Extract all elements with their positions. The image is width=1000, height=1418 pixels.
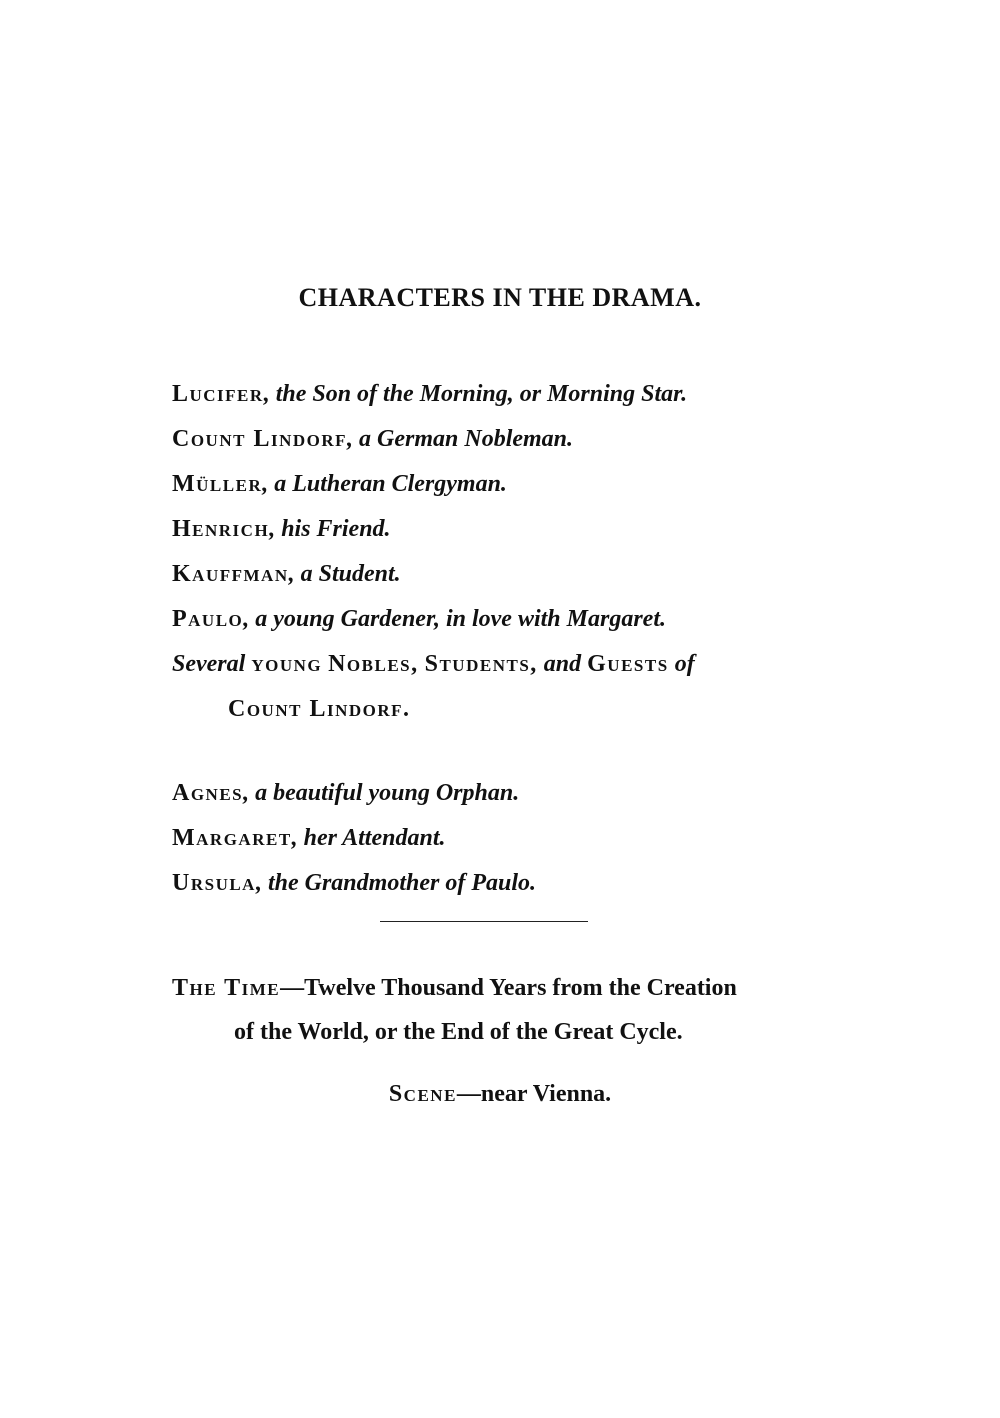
several-nobles: Nobles, xyxy=(328,651,419,677)
cast-entry-continuation xyxy=(172,687,872,732)
character-name: Agnes xyxy=(172,780,244,806)
several-guests: Guests xyxy=(587,651,669,677)
several-lead: Several xyxy=(172,651,246,677)
character-description: , a Student. xyxy=(288,561,401,587)
cast-entry-agnes xyxy=(172,771,872,816)
character-description: , a Lutheran Clergyman. xyxy=(262,471,507,497)
several-and: and xyxy=(543,651,582,677)
character-name: Margaret xyxy=(172,825,292,851)
cast-entry-ursula xyxy=(172,861,872,906)
scene-label: Scene xyxy=(388,1081,457,1107)
cast-entry-margaret xyxy=(172,816,872,861)
character-name: Müller xyxy=(172,471,263,497)
page-title: CHARACTERS IN THE DRAMA. xyxy=(298,283,702,312)
time-line-2: of the World, or the End of the Great Cycle. xyxy=(234,1019,683,1045)
scene-text: —near Vienna. xyxy=(456,1081,612,1107)
several-young: young xyxy=(251,651,323,677)
character-name: Ursula xyxy=(172,870,256,896)
cast-entry-count-lindorf xyxy=(172,417,872,462)
character-description: , the Grandmother of Paulo. xyxy=(255,870,536,896)
character-name: Henrich xyxy=(172,516,270,542)
time-line-1 xyxy=(172,975,737,1002)
cast-list xyxy=(172,372,872,906)
character-description: , a German Nobleman. xyxy=(347,426,574,452)
character-name: Paulo xyxy=(172,606,244,632)
cast-entry-henrich xyxy=(172,507,872,552)
cast-entry-muller xyxy=(172,462,872,507)
character-name: Kauffman xyxy=(172,561,289,587)
scene-statement xyxy=(0,1081,1000,1108)
character-description: , the Son of the Morning, or Morning Star. xyxy=(263,381,688,407)
section-gap xyxy=(172,732,872,771)
section-divider xyxy=(380,921,588,922)
character-name: Lucifer xyxy=(172,381,264,407)
cast-entry-lucifer xyxy=(172,372,872,417)
cast-entry-several-guests xyxy=(172,642,872,687)
several-count: Count Lindorf. xyxy=(228,696,411,722)
several-of: of xyxy=(674,651,695,677)
character-description: , his Friend. xyxy=(269,516,391,542)
time-line-1-text: —Twelve Thousand Years from the Creation xyxy=(280,975,737,1001)
cast-entry-paulo xyxy=(172,597,872,642)
time-label: The Time xyxy=(172,975,281,1001)
cast-entry-kauffman xyxy=(172,552,872,597)
several-students: Students, xyxy=(424,651,538,677)
character-description: , a beautiful young Orphan. xyxy=(243,780,520,806)
character-name: Count Lindorf xyxy=(172,426,348,452)
character-description: , a young Gardener, in love with Margaret. xyxy=(243,606,666,632)
character-description: , her Attendant. xyxy=(291,825,446,851)
